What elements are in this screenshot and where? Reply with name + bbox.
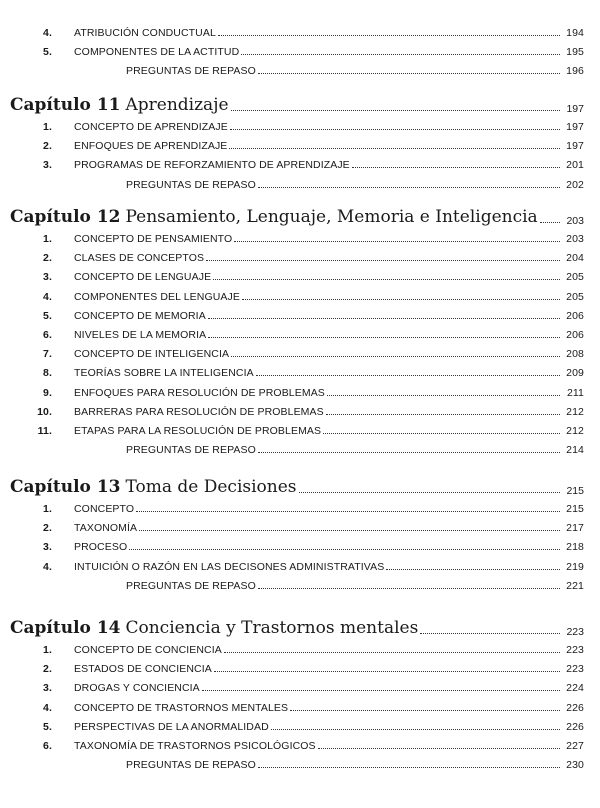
toc-entry[interactable] (0, 638, 584, 656)
entry-page-number: 217 (566, 522, 584, 535)
entry-title: COMPONENTES DE LA ACTITUD (74, 46, 240, 59)
dot-leader (206, 260, 560, 261)
entry-title: CONCEPTO DE CONCIENCIA (74, 644, 222, 656)
entry-title: PROGRAMAS DE REFORZAMIENTO DE APRENDIZAJE (74, 159, 350, 172)
dot-leader (208, 318, 560, 319)
dot-leader (230, 129, 560, 130)
toc-entry[interactable] (0, 419, 584, 437)
chapter-title: Pensamiento, Lenguaje, Memoria e Inteligencia (125, 207, 538, 227)
entry-title: TAXONOMÍA (74, 522, 138, 535)
entry-page-number: 214 (566, 444, 584, 457)
review-questions-entry[interactable] (0, 173, 584, 191)
entry-page-number: 196 (566, 65, 584, 78)
entry-page-number: 221 (566, 579, 584, 592)
entry-page-number: 209 (566, 367, 584, 380)
entry-title: ATRIBUCIÓN CONDUCTUAL (74, 27, 216, 39)
entry-number: 9. (43, 386, 52, 399)
entry-title: CONCEPTO (74, 503, 135, 515)
entry-number: 10. (37, 405, 52, 418)
entry-number: 5. (43, 720, 52, 733)
review-questions-entry[interactable] (0, 438, 584, 456)
dot-leader (258, 767, 560, 768)
entry-number: 4. (43, 27, 52, 39)
chapter-number: Capítulo 14 (10, 618, 121, 638)
toc-entry[interactable] (0, 21, 584, 39)
toc-entry[interactable] (0, 657, 584, 675)
entry-number: 11. (37, 425, 52, 437)
toc-entry[interactable] (0, 304, 584, 322)
toc-entry[interactable] (0, 323, 584, 341)
entry-page-number: 227 (566, 740, 584, 752)
toc-entry[interactable] (0, 227, 584, 245)
entry-title: CONCEPTO DE APRENDIZAJE (74, 121, 228, 133)
entry-title: PREGUNTAS DE REPASO (126, 65, 256, 78)
chapter-heading[interactable] (10, 616, 584, 638)
entry-title: PREGUNTAS DE REPASO (126, 444, 256, 457)
entry-title: CONCEPTO DE LENGUAJE (74, 271, 212, 284)
chapter-number: Capítulo 13 (10, 477, 121, 497)
dot-leader (318, 748, 560, 749)
toc-entry[interactable] (0, 265, 584, 283)
dot-leader (231, 356, 560, 357)
entry-title: ENFOQUES PARA RESOLUCIÓN DE PROBLEMAS (74, 386, 325, 399)
entry-page-number: 206 (566, 329, 584, 341)
dot-leader (540, 222, 560, 223)
entry-number: 1. (43, 503, 52, 515)
entry-page-number: 219 (566, 560, 584, 573)
toc-entry[interactable] (0, 381, 584, 399)
toc-entry[interactable] (0, 734, 584, 752)
entry-title: TEORÍAS SOBRE LA INTELIGENCIA (74, 367, 254, 380)
entry-number: 3. (43, 682, 52, 695)
entry-title: CONCEPTO DE PENSAMIENTO (74, 233, 233, 245)
toc-entry[interactable] (0, 676, 584, 694)
dot-leader (258, 73, 560, 74)
dot-leader (323, 433, 560, 434)
dot-leader (256, 375, 560, 376)
review-questions-entry[interactable] (0, 59, 584, 77)
entry-number: 7. (43, 348, 52, 361)
entry-page-number: 194 (566, 27, 584, 39)
entry-page-number: 212 (566, 405, 584, 418)
dot-leader (214, 671, 560, 672)
entry-number: 6. (43, 329, 52, 341)
entry-title: ESTADOS DE CONCIENCIA (74, 663, 212, 676)
toc-entry[interactable] (0, 497, 584, 515)
toc-entry[interactable] (0, 246, 584, 264)
chapter-page-number: 197 (566, 103, 584, 115)
dot-leader (139, 530, 560, 531)
entry-number: 1. (43, 233, 52, 245)
entry-page-number: 204 (566, 252, 584, 265)
entry-page-number: 205 (566, 290, 584, 303)
entry-page-number: 205 (566, 271, 584, 284)
dot-leader (231, 110, 560, 111)
toc-entry[interactable] (0, 516, 584, 534)
entry-title: PREGUNTAS DE REPASO (126, 178, 256, 191)
toc-entry[interactable] (0, 285, 584, 303)
entry-page-number: 202 (566, 178, 584, 191)
entry-page-number: 218 (566, 541, 584, 554)
chapter-page-number: 203 (566, 215, 584, 227)
chapter-number: Capítulo 11 (10, 95, 121, 115)
dot-leader (208, 337, 560, 338)
entry-number: 8. (43, 367, 52, 380)
entry-title: ENFOQUES DE APRENDIZAJE (74, 140, 228, 153)
dot-leader (136, 511, 560, 512)
dot-leader (218, 35, 560, 36)
toc-entry[interactable] (0, 555, 584, 573)
toc-entry[interactable] (0, 153, 584, 171)
entry-title: CONCEPTO DE MEMORIA (74, 309, 206, 322)
dot-leader (420, 633, 560, 634)
entry-number: 5. (43, 46, 52, 59)
dot-leader (326, 414, 560, 415)
dot-leader (258, 187, 560, 188)
dot-leader (352, 167, 560, 168)
chapter-title: Toma de Decisiones (125, 477, 297, 497)
entry-title: ETAPAS PARA LA RESOLUCIÓN DE PROBLEMAS (74, 425, 322, 437)
chapter-page-number: 215 (566, 485, 584, 497)
entry-page-number: 211 (566, 386, 584, 399)
review-questions-entry[interactable] (0, 574, 584, 592)
chapter-page-number: 223 (566, 626, 584, 638)
entry-page-number: 224 (566, 682, 584, 695)
dot-leader (258, 588, 560, 589)
chapter-title: Conciencia y Trastornos mentales (125, 618, 419, 638)
entry-page-number: 212 (566, 425, 584, 437)
entry-page-number: 201 (566, 159, 584, 172)
entry-title: PERSPECTIVAS DE LA ANORMALIDAD (74, 720, 269, 733)
entry-number: 2. (43, 663, 52, 676)
entry-page-number: 203 (566, 233, 584, 245)
entry-number: 1. (43, 121, 52, 133)
chapter-number: Capítulo 12 (10, 207, 121, 227)
dot-leader (202, 690, 560, 691)
entry-number: 3. (43, 541, 52, 554)
toc-entry[interactable] (0, 715, 584, 733)
entry-title: PREGUNTAS DE REPASO (126, 579, 256, 592)
entry-title: COMPONENTES DEL LENGUAJE (74, 290, 240, 303)
dot-leader (213, 279, 560, 280)
entry-title: NIVELES DE LA MEMORIA (74, 329, 207, 341)
dot-leader (234, 241, 560, 242)
dot-leader (224, 652, 560, 653)
toc-entry[interactable] (0, 115, 584, 133)
dot-leader (327, 395, 560, 396)
entry-number: 5. (43, 309, 52, 322)
entry-title: CONCEPTO DE TRASTORNOS MENTALES (74, 701, 289, 714)
entry-number: 4. (43, 701, 52, 714)
review-questions-entry[interactable] (0, 753, 584, 771)
toc-entry[interactable] (0, 400, 584, 418)
chapter-heading[interactable] (10, 475, 584, 497)
dot-leader (241, 54, 560, 55)
dot-leader (258, 452, 560, 453)
toc-entry[interactable] (0, 361, 584, 379)
entry-page-number: 226 (566, 720, 584, 733)
entry-page-number: 223 (566, 663, 584, 676)
entry-title: DROGAS Y CONCIENCIA (74, 682, 200, 695)
entry-title: PREGUNTAS DE REPASO (126, 759, 256, 772)
entry-page-number: 215 (566, 503, 584, 515)
dot-leader (242, 299, 560, 300)
entry-number: 1. (43, 644, 52, 656)
entry-number: 4. (43, 290, 52, 303)
chapter-heading[interactable] (10, 93, 584, 115)
entry-title: PROCESO (74, 541, 128, 554)
entry-page-number: 223 (566, 644, 584, 656)
entry-page-number: 197 (566, 121, 584, 133)
entry-number: 2. (43, 140, 52, 153)
entry-title: CONCEPTO DE INTELIGENCIA (74, 348, 230, 361)
entry-page-number: 195 (566, 46, 584, 59)
entry-title: CLASES DE CONCEPTOS (74, 252, 205, 265)
dot-leader (290, 710, 560, 711)
entry-page-number: 197 (566, 140, 584, 153)
entry-number: 3. (43, 159, 52, 172)
entry-number: 3. (43, 271, 52, 284)
entry-number: 2. (43, 252, 52, 265)
chapter-title: Aprendizaje (125, 95, 229, 115)
dot-leader (229, 148, 560, 149)
entry-page-number: 230 (566, 759, 584, 772)
entry-number: 4. (43, 560, 52, 573)
dot-leader (129, 549, 560, 550)
entry-page-number: 226 (566, 701, 584, 714)
entry-title: INTUICIÓN O RAZÓN EN LAS DECISONES ADMINISTRATIVAS (74, 560, 385, 573)
entry-number: 6. (43, 740, 52, 752)
toc-entry[interactable] (0, 40, 584, 58)
dot-leader (386, 569, 560, 570)
toc-entry[interactable] (0, 696, 584, 714)
dot-leader (299, 492, 560, 493)
chapter-heading[interactable] (10, 205, 584, 227)
entry-title: BARRERAS PARA RESOLUCIÓN DE PROBLEMAS (74, 405, 324, 418)
dot-leader (271, 729, 560, 730)
toc-entry[interactable] (0, 535, 584, 553)
toc-entry[interactable] (0, 342, 584, 360)
entry-title: TAXONOMÍA DE TRASTORNOS PSICOLÓGICOS (74, 740, 316, 752)
entry-page-number: 206 (566, 309, 584, 322)
toc-entry[interactable] (0, 134, 584, 152)
entry-number: 2. (43, 522, 52, 535)
entry-page-number: 208 (566, 348, 584, 361)
